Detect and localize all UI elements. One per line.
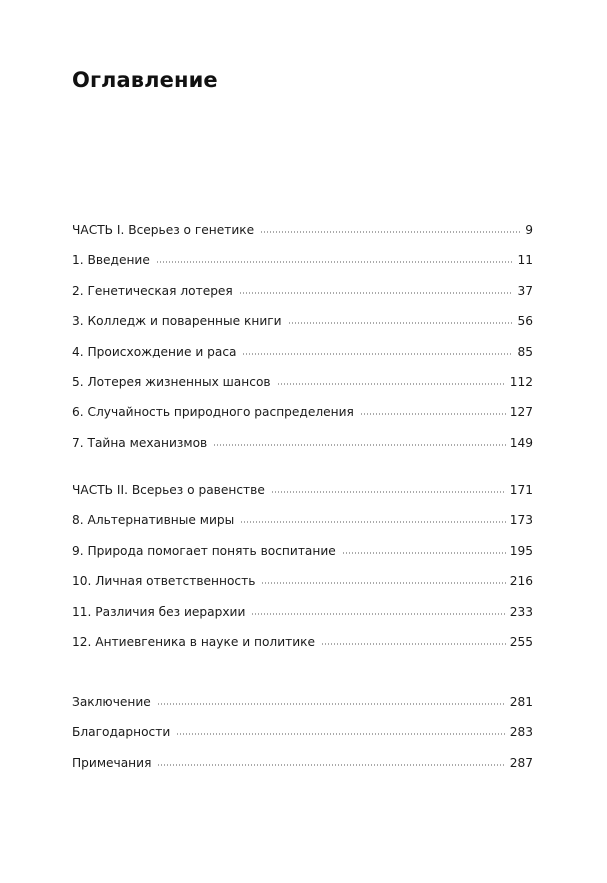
toc-entry[interactable] [72,695,533,725]
toc-entry-title: 11. Различия без иерархии [72,604,246,619]
toc-entry[interactable] [72,253,533,283]
toc-page-number: 85 [517,344,533,359]
toc-entry-title: 1. Введение [72,253,150,268]
dot-leader [251,613,505,615]
toc-page-number: 11 [517,253,533,268]
dot-leader [157,703,506,705]
dot-leader [242,353,513,355]
toc-entry[interactable] [72,284,533,314]
toc-page-number: 127 [509,405,533,420]
toc-page-number: 9 [525,223,533,237]
toc-entry[interactable] [72,635,533,665]
toc-entry[interactable] [72,223,533,253]
toc-page-number: 281 [509,695,533,709]
dot-leader [360,413,506,415]
toc-page-number: 195 [509,543,533,558]
dot-leader [157,764,505,766]
dot-leader [288,322,514,324]
toc-page-number: 37 [517,283,533,298]
toc-page-number: 287 [509,755,533,770]
dot-leader [240,521,506,523]
toc-entry[interactable] [72,513,533,543]
toc-entry[interactable] [72,756,533,786]
toc-page-number: 149 [509,435,533,450]
toc-entry-title: 7. Тайна механизмов [72,435,208,450]
toc-back-matter [72,695,533,786]
toc-page-number: 173 [509,513,533,528]
dot-leader [239,292,514,294]
toc-entry-title: Благодарности [72,725,171,740]
toc-entry-title: 10. Личная ответственность [72,574,256,589]
page-title: Оглавление [72,68,218,92]
dot-leader [261,582,505,584]
toc-entry[interactable] [72,574,533,604]
toc-entry-title: Заключение [72,695,151,709]
toc-page-number: 255 [509,634,533,649]
toc-page-number: 283 [509,725,533,740]
toc-page-number: 112 [509,374,533,389]
toc-page-number: 216 [509,574,533,589]
toc-entry[interactable] [72,436,533,466]
toc-entry-title: 2. Генетическая лотерея [72,283,233,298]
toc-entry[interactable] [72,375,533,405]
toc-entry[interactable] [72,605,533,635]
toc-part-2 [72,483,533,665]
toc-entry[interactable] [72,544,533,574]
toc-page-number: 233 [509,604,533,619]
toc-part-1 [72,223,533,466]
dot-leader [260,231,521,233]
toc-entry[interactable] [72,725,533,755]
dot-leader [156,261,514,263]
toc-entry-title: 3. Колледж и поваренные книги [72,314,282,329]
toc-entry-title: 4. Происхождение и раса [72,344,237,359]
toc-entry-title: Примечания [72,755,152,770]
toc-entry-title: 8. Альтернативные миры [72,513,235,528]
toc-entry-title: 6. Случайность природного распределения [72,405,354,420]
dot-leader [213,444,506,446]
dot-leader [277,383,506,385]
toc-entry[interactable] [72,405,533,435]
toc-entry[interactable] [72,483,533,513]
toc-entry-title: 12. Антиевгеника в науке и политике [72,634,316,649]
dot-leader [342,552,506,554]
toc-page-number: 171 [509,483,533,497]
dot-leader [321,643,506,645]
toc-entry-title: 5. Лотерея жизненных шансов [72,374,271,389]
toc-entry[interactable] [72,345,533,375]
dot-leader [271,491,506,493]
toc-entry-title: 9. Природа помогает понять воспитание [72,543,336,558]
toc-page-number: 56 [517,314,533,329]
toc-entry-title: ЧАСТЬ II. Всерьез о равенстве [72,483,265,497]
toc-entry[interactable] [72,314,533,344]
toc-entry-title: ЧАСТЬ I. Всерьез о генетике [72,223,255,237]
dot-leader [176,733,505,735]
